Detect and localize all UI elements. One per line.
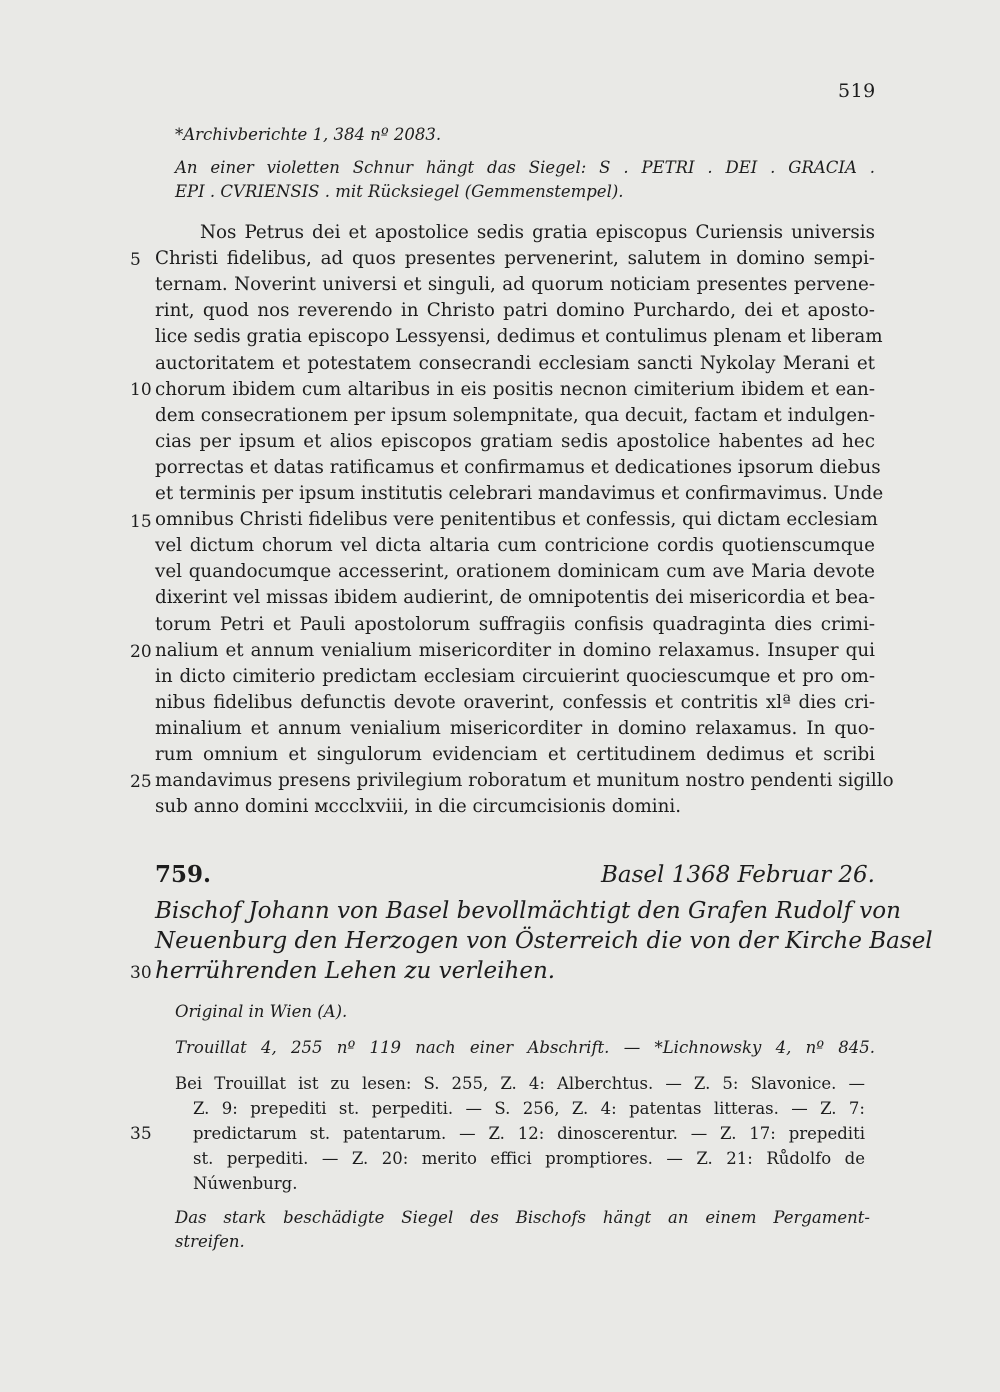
charter-line: omnibus Christi fidelibus vere penitentibus et confessis, qui dictam ecclesiam — [155, 509, 878, 531]
charter-line: lice sedis gratia episcopo Lessyensi, dedimus et contulimus plenam et liberam — [155, 326, 883, 348]
charter-line: dixerint vel missas ibidem audierint, de omnipotentis dei misericordia et bea- — [155, 587, 875, 609]
charter-line: nalium et annum venialium misericorditer in domino relaxamus. Insuper qui — [155, 639, 875, 661]
charter-line: auctoritatem et potestatem consecrandi ecclesiam sancti Nykolay Merani et — [155, 352, 875, 374]
seal-line: An einer violetten Schnur hängt das Siegel: S . PETRI . DEI . GRACIA . — [175, 158, 875, 177]
charter-line: nibus fidelibus defunctis devote oraverint, confessis et contritis xlª dies cri- — [155, 691, 875, 713]
line-number: 25 — [130, 772, 152, 792]
original-line: Original in Wien (A). — [175, 1002, 348, 1021]
source-note-line: *Archivberichte 1, 384 nº 2083. — [175, 125, 442, 144]
variant-line: predictarum st. patentarum. — Z. 12: dinoscerentur. — Z. 17: prepediti — [193, 1124, 865, 1143]
variant-line: Bei Trouillat ist zu lesen: S. 255, Z. 4: Alberchtus. — Z. 5: Slavonice. — — [175, 1074, 865, 1093]
charter-line: chorum ibidem cum altaribus in eis positis necnon cimiterium ibidem et ean- — [155, 378, 875, 400]
line-number: 30 — [130, 963, 152, 983]
charter-line: mandavimus presens privilegium roboratum et munitum nostro pendenti sigillo — [155, 770, 894, 792]
line-number: 35 — [130, 1124, 152, 1144]
charter-line: in dicto cimiterio predictam ecclesiam circuierint quociescumque et pro om- — [155, 665, 875, 687]
charter-line: Christi fidelibus, ad quos presentes pervenerint, salutem in domino sempi- — [155, 248, 875, 270]
charter-line: vel dictum chorum vel dicta altaria cum contricione cordis quotienscumque — [155, 535, 875, 557]
charter-line: vel quandocumque accesserint, orationem dominicam cum ave Maria devote — [155, 561, 875, 583]
line-number: 20 — [130, 642, 152, 662]
line-number: 15 — [130, 512, 152, 532]
charter-text — [155, 220, 894, 820]
place-date: Basel 1368 Februar 26. — [601, 862, 875, 888]
variant-line: Z. 9: prepediti st. perpediti. — S. 256, Z. 4: patentas litteras. — Z. 7: — [193, 1099, 865, 1118]
charter-line: minalium et annum venialium misericorditer in domino relaxamus. In quo- — [155, 717, 875, 739]
document-759-header — [155, 860, 933, 990]
charter-line: sub anno domini ᴍccclxviii, in die circumcisionis domini. — [155, 796, 682, 818]
variant-line: st. perpediti. — Z. 20: merito effici promptiores. — Z. 21: Růdolfo de — [193, 1149, 865, 1168]
charter-line: dem consecrationem per ipsum solempnitate, qua decuit, factam et indulgen- — [155, 404, 875, 426]
summary-line: Bischof Johann von Basel bevollmächtigt den Grafen Rudolf von — [155, 898, 901, 924]
charter-line: et terminis per ipsum institutis celebrari mandavimus et confirmavimus. Unde — [155, 483, 884, 504]
seal-line: EPI . CVRIENSIS . mit Rücksiegel (Gemmenstempel). — [175, 182, 624, 201]
charter-line: Nos Petrus dei et apostolice sedis gratia episcopus Curiensis universis — [200, 222, 875, 243]
charter-line: rint, quod nos reverendo in Christo patri domino Purchardo, dei et aposto- — [155, 300, 875, 322]
charter-line: rum omnium et singulorum evidenciam et certitudinem dedimus et scribi — [155, 744, 875, 765]
charter-line: ternam. Noverint universi et singuli, ad quorum noticiam presentes pervene- — [155, 274, 875, 296]
line-number: 10 — [130, 380, 152, 400]
charter-line: torum Petri et Pauli apostolorum suffragiis confisis quadraginta dies crimi- — [155, 613, 875, 635]
seal-note-line: Das stark beschädigte Siegel des Bischofs hängt an einem Pergament- — [175, 1208, 870, 1227]
charter-line: porrectas et datas ratificamus et confirmamus et dedicationes ipsorum diebus — [155, 456, 881, 478]
line-number: 5 — [130, 250, 141, 270]
doc-number: 759. — [155, 861, 212, 888]
page-number: 519 — [838, 80, 876, 102]
charter-line: cias per ipsum et alios episcopos gratiam sedis apostolice habentes ad hec — [155, 430, 875, 452]
summary-line: Neuenburg den Herzogen von Österreich die von der Kirche Basel — [155, 928, 933, 954]
print-reference-line: Trouillat 4, 255 nº 119 nach einer Abschrift. — *Lichnowsky 4, nº 845. — [175, 1038, 875, 1057]
summary-line: herrührenden Lehen zu verleihen. — [155, 958, 556, 984]
variant-line: Núwenburg. — [193, 1174, 298, 1193]
seal-note-line: streifen. — [175, 1232, 245, 1251]
